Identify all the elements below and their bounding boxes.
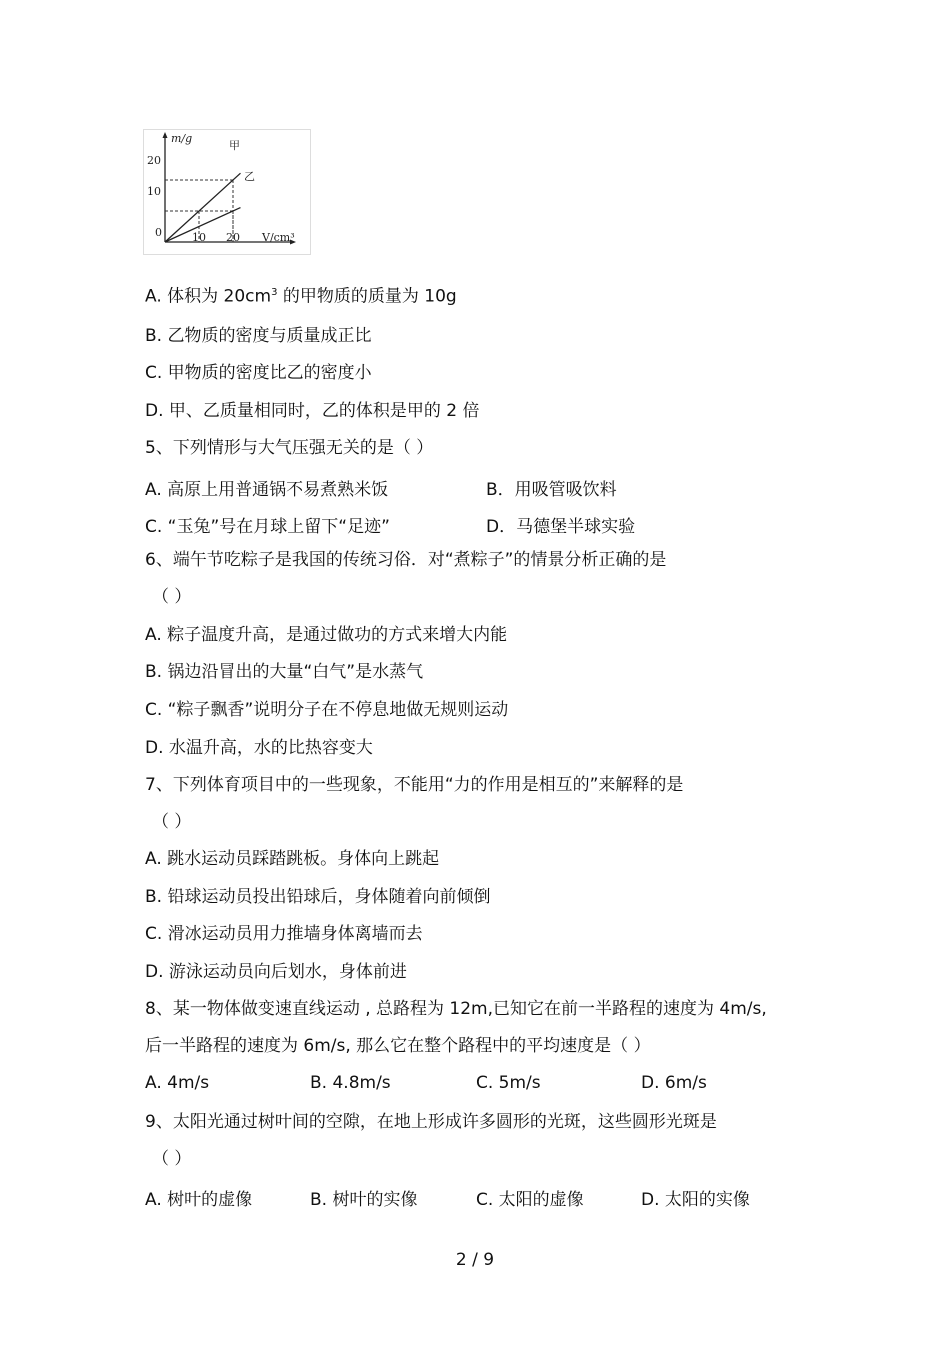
q5-option-a: A. 高原上用普通锅不易煮熟米饭 <box>145 480 389 500</box>
q6-option-c: C. “粽子飘香”说明分子在不停息地做无规则运动 <box>145 700 509 720</box>
q7-option-a: A. 跳水运动员踩踏跳板。身体向上跳起 <box>145 849 440 869</box>
q4-option-c: C. 甲物质的密度比乙的密度小 <box>145 363 372 383</box>
q8-stem-line2: 后一半路程的速度为 6m/s, 那么它在整个路程中的平均速度是（ ） <box>145 1036 651 1056</box>
q6-option-b: B. 锅边沿冒出的大量“白气”是水蒸气 <box>145 662 424 682</box>
series-label-yi: 乙 <box>244 170 255 183</box>
q9-option-c: C. 太阳的虚像 <box>476 1190 584 1210</box>
q7-option-d: D. 游泳运动员向后划水，身体前进 <box>145 962 407 982</box>
q4-option-d: D. 甲、乙质量相同时，乙的体积是甲的 2 倍 <box>145 401 480 421</box>
y-axis-arrow <box>163 132 168 138</box>
x-axis-label: V/cm³ <box>262 231 295 244</box>
q9-option-a: A. 树叶的虚像 <box>145 1190 253 1210</box>
y-tick-label-10: 10 <box>147 185 161 198</box>
q9-option-b: B. 树叶的实像 <box>310 1190 418 1210</box>
q9-stem: 9、太阳光通过树叶间的空隙，在地上形成许多圆形的光斑，这些圆形光斑是 <box>145 1112 717 1132</box>
q9-answer-paren: （ ） <box>152 1149 192 1169</box>
y-tick-label-20: 20 <box>147 154 161 167</box>
q5-option-d: D．马德堡半球实验 <box>486 517 636 537</box>
q6-answer-paren: （ ） <box>152 587 192 607</box>
page-number: 2 / 9 <box>455 1250 495 1270</box>
q7-option-c: C. 滑冰运动员用力推墙身体离墙而去 <box>145 924 423 944</box>
q4-option-b: B. 乙物质的密度与质量成正比 <box>145 326 372 346</box>
q6-option-d: D. 水温升高，水的比热容变大 <box>145 738 373 758</box>
y-axis-label: m/g <box>171 132 193 145</box>
q9-option-d: D. 太阳的实像 <box>641 1190 750 1210</box>
q5-option-c: C. “玉兔”号在月球上留下“足迹” <box>145 517 390 537</box>
q6-option-a: A. 粽子温度升高，是通过做功的方式来增大内能 <box>145 625 508 645</box>
q6-stem: 6、端午节吃粽子是我国的传统习俗．对“煮粽子”的情景分析正确的是 <box>145 550 667 570</box>
q7-answer-paren: （ ） <box>152 812 192 832</box>
q4-option-a <box>145 282 457 308</box>
q7-option-b: B. 铅球运动员投出铅球后，身体随着向前倾倒 <box>145 887 491 907</box>
q7-stem: 7、下列体育项目中的一些现象，不能用“力的作用是相互的”来解释的是 <box>145 775 684 795</box>
q4-option-a-sup: 3 <box>271 287 278 298</box>
q5-option-b: B．用吸管吸饮料 <box>486 480 617 500</box>
q4-option-a-value: 20cm <box>223 286 272 307</box>
origin-label: 0 <box>155 226 162 239</box>
mass-volume-graph <box>143 129 311 255</box>
graph-svg <box>144 130 310 254</box>
q4-option-a-pre: A. 体积为 <box>145 286 224 307</box>
q8-stem-line1: 8、某一物体做变速直线运动 , 总路程为 12m,已知它在前一半路程的速度为 4m/s, <box>145 999 767 1019</box>
x-tick-label-20: 20 <box>226 231 240 244</box>
q8-option-a: A. 4m/s <box>145 1073 210 1093</box>
q5-stem: 5、下列情形与大气压强无关的是（ ） <box>145 438 434 458</box>
q8-option-c: C. 5m/s <box>476 1073 541 1093</box>
x-tick-label-10: 10 <box>192 231 206 244</box>
series-label-jia: 甲 <box>229 139 240 152</box>
q8-option-d: D. 6m/s <box>641 1073 707 1093</box>
q4-option-a-post: 的甲物质的质量为 10g <box>277 286 457 307</box>
q8-option-b: B. 4.8m/s <box>310 1073 391 1093</box>
